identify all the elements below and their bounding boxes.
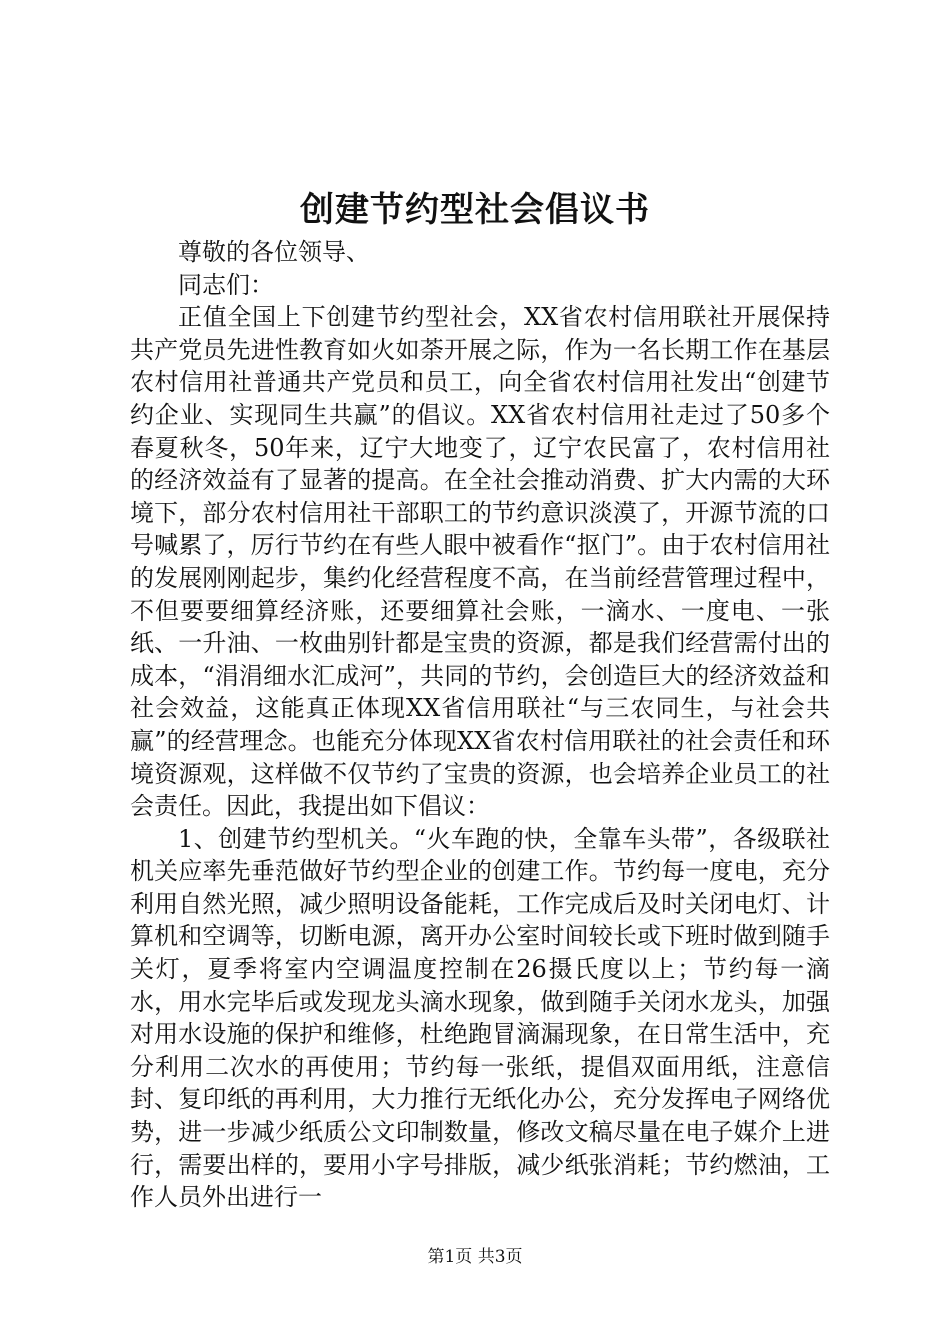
page-number-footer: 第1页 共3页 xyxy=(427,1247,523,1267)
document-title: 创建节约型社会倡议书 xyxy=(300,190,650,230)
salutation-line-1: 尊敬的各位领导、 xyxy=(178,238,370,266)
salutation-line-2: 同志们： xyxy=(178,270,274,299)
body-paragraph-item-1: 1、创建节约型机关。“火车跑的快，全靠车头带”，各级联社机关应率先垂范做好节约型企业的创建工作。节约每一度电，充分利用自然光照，减少照明设备能耗，工作完成后及时关闭电灯、计算机和空调等，切断电源，离开办公室时间较长或下班时做到随手关灯，夏季将室内空调温度控制在26摄氏度以上；节约每一滴水，用水完毕后或发现龙头滴水现象，做到随手关闭水龙头，加强对用水设施的保护和维修，杜绝跑冒滴漏现象，在日常生活中，充分利用二次水的再使用；节约每一张纸，提倡双面用纸，注意信封、复印纸的再利用，大力推行无纸化办公，充分发挥电子网络优势，进一步减少纸质公文印制数量，修改文稿尽量在电子媒介上进行，需要出样的，要用小字号排版，减少纸张消耗；节约燃油，工作人员外出进行一 xyxy=(130,824,830,1212)
document-body xyxy=(130,236,830,1214)
body-paragraph-intro: 正值全国上下创建节约型社会，XX省农村信用联社开展保持共产党员先进性教育如火如荼开展之际，作为一名长期工作在基层农村信用社普通共产党员和员工，向全省农村信用社发出“创建节约企业、实现同生共赢”的倡议。XX省农村信用社走过了50多个春夏秋冬，50年来，辽宁大地变了，辽宁农民富了，农村信用社的经济效益有了显著的提高。在全社会推动消费、扩大内需的大环境下，部分农村信用社干部职工的节约意识淡漠了，开源节流的口号喊累了，厉行节约在有些人眼中被看作“抠门”。由于农村信用社的发展刚刚起步，集约化经营程度不高，在当前经营管理过程中，不但要要细算经济账，还要细算社会账，一滴水、一度电、一张纸、一升油、一枚曲别针都是宝贵的资源，都是我们经营需付出的成本，“涓涓细水汇成河”，共同的节约，会创造巨大的经济效益和社会效益，这能真正体现XX省信用联社“与三农同生，与社会共赢”的经营理念。也能充分体现XX省农村信用联社的社会责任和环境资源观，这样做不仅节约了宝贵的资源，也会培养企业员工的社会责任。因此，我提出如下倡议： xyxy=(130,303,830,821)
